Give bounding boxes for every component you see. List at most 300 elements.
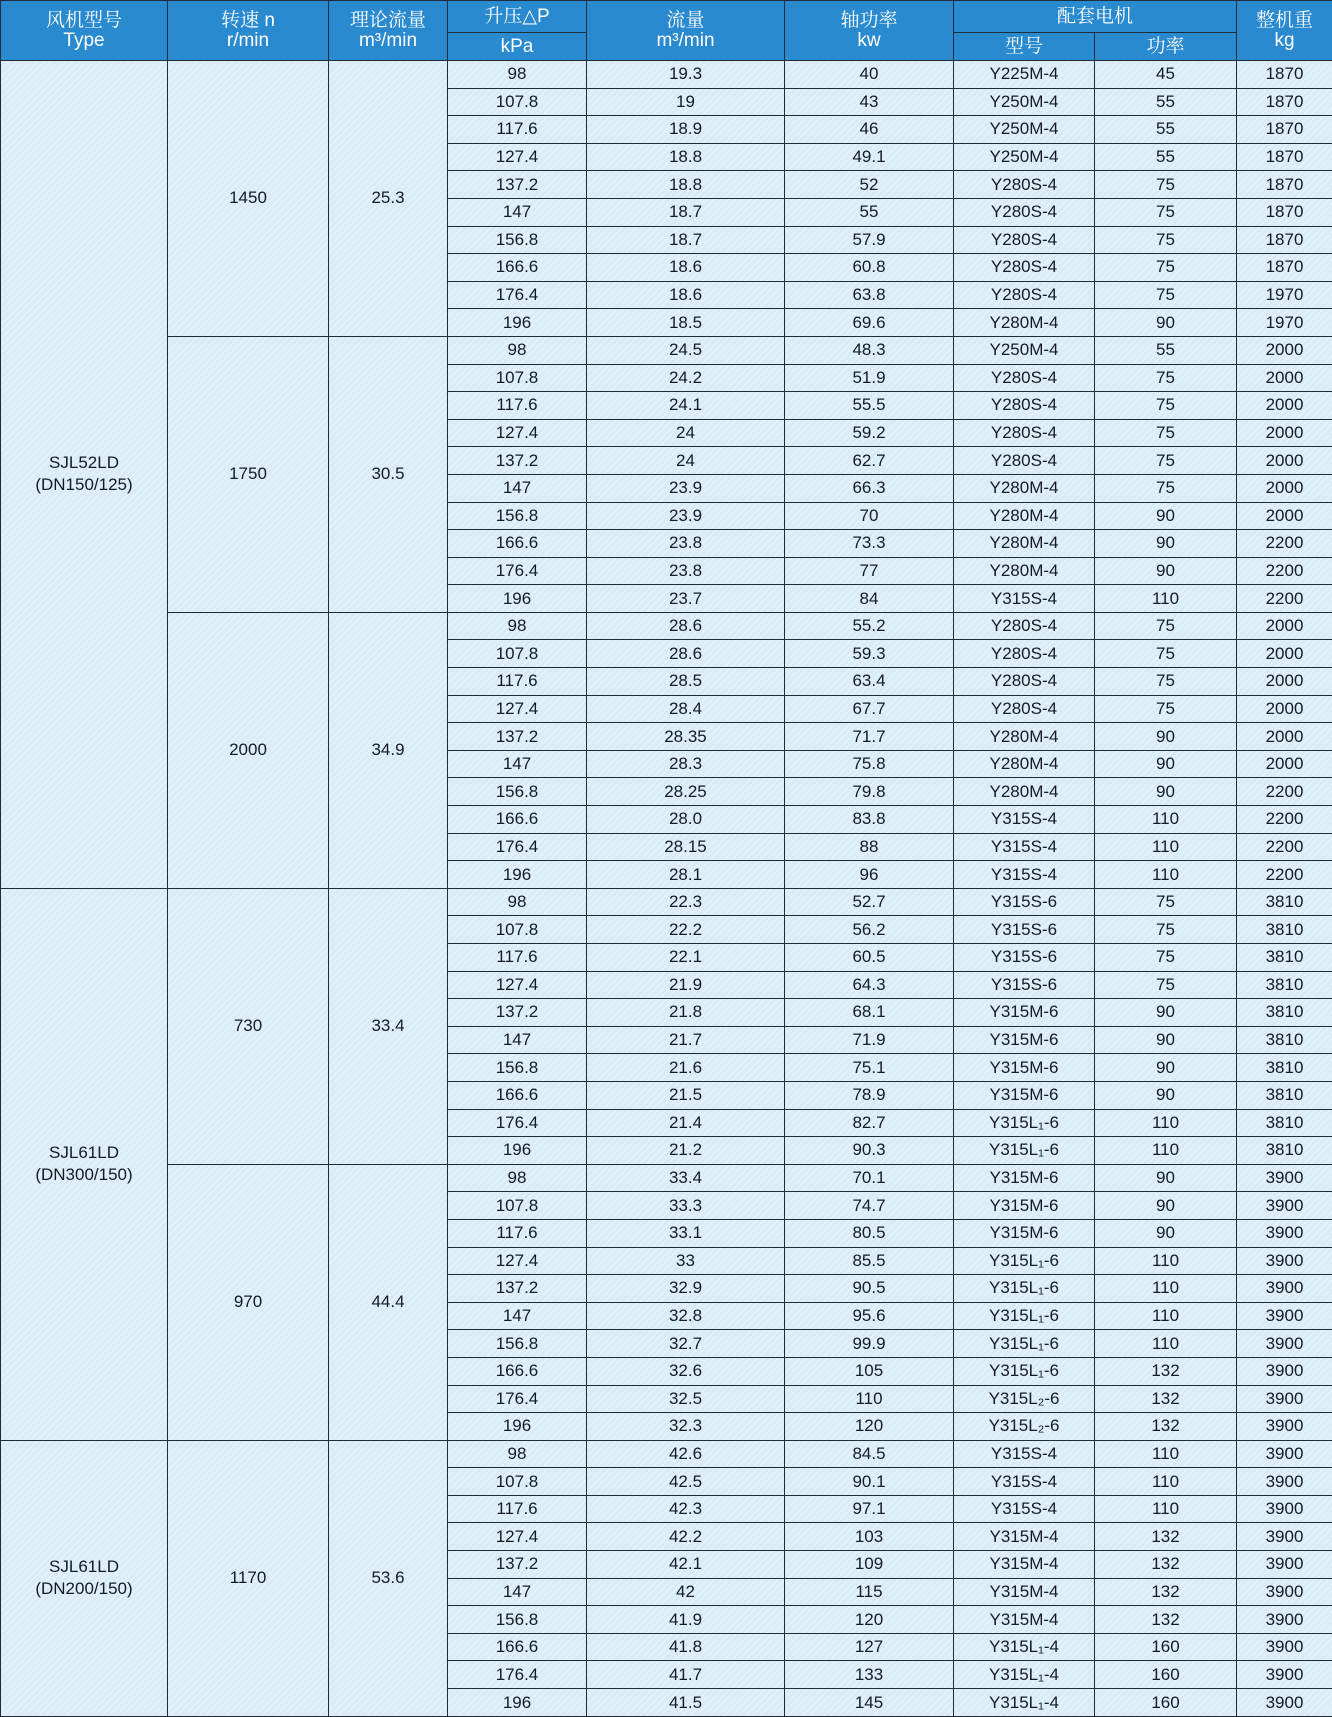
shaft-power-cell: 133 (785, 1661, 954, 1689)
header-type (1, 1, 168, 61)
pressure-cell: 156.8 (448, 1330, 587, 1358)
shaft-power-cell: 109 (785, 1551, 954, 1579)
pressure-cell: 147 (448, 1302, 587, 1330)
weight-cell: 3810 (1237, 916, 1332, 944)
motor-model-cell: Y315L₁-6 (954, 1302, 1095, 1330)
motor-power-cell: 75 (1095, 419, 1237, 447)
shaft-power-cell: 52.7 (785, 888, 954, 916)
weight-cell: 3900 (1237, 1633, 1332, 1661)
flow-cell: 22.2 (587, 916, 785, 944)
flow-cell: 33.1 (587, 1219, 785, 1247)
motor-model-cell: Y315S-4 (954, 1468, 1095, 1496)
motor-power-cell: 110 (1095, 806, 1237, 834)
pressure-cell: 98 (448, 888, 587, 916)
speed-cell: 2000 (168, 612, 329, 888)
header-speed-zh: 转速 n (221, 9, 275, 31)
weight-cell: 2000 (1237, 695, 1332, 723)
header-shaft-power-zh: 轴功率 (840, 9, 898, 31)
motor-model-cell: Y225M-4 (954, 61, 1095, 89)
flow-cell: 24.1 (587, 392, 785, 420)
motor-power-cell: 75 (1095, 916, 1237, 944)
pressure-cell: 166.6 (448, 530, 587, 558)
shaft-power-cell: 69.6 (785, 309, 954, 337)
pressure-cell: 107.8 (448, 364, 587, 392)
motor-power-cell: 90 (1095, 1081, 1237, 1109)
motor-power-cell: 75 (1095, 612, 1237, 640)
shaft-power-cell: 55.2 (785, 612, 954, 640)
theoretical-flow-cell: 44.4 (329, 1164, 448, 1440)
motor-power-cell: 75 (1095, 198, 1237, 226)
motor-power-cell: 55 (1095, 336, 1237, 364)
pressure-cell: 147 (448, 750, 587, 778)
motor-model-cell: Y280S-4 (954, 281, 1095, 309)
shaft-power-cell: 70 (785, 502, 954, 530)
pressure-cell: 137.2 (448, 447, 587, 475)
motor-model-cell: Y315S-4 (954, 833, 1095, 861)
pressure-cell: 117.6 (448, 392, 587, 420)
shaft-power-cell: 70.1 (785, 1164, 954, 1192)
pressure-cell: 156.8 (448, 1054, 587, 1082)
flow-cell: 21.4 (587, 1109, 785, 1137)
motor-power-cell: 160 (1095, 1633, 1237, 1661)
motor-power-cell: 90 (1095, 502, 1237, 530)
flow-cell: 24 (587, 419, 785, 447)
flow-cell: 32.8 (587, 1302, 785, 1330)
motor-model-cell: Y315M-4 (954, 1523, 1095, 1551)
weight-cell: 1970 (1237, 309, 1332, 337)
pressure-cell: 127.4 (448, 1247, 587, 1275)
motor-power-cell: 75 (1095, 888, 1237, 916)
motor-power-cell: 75 (1095, 944, 1237, 972)
shaft-power-cell: 103 (785, 1523, 954, 1551)
motor-power-cell: 132 (1095, 1357, 1237, 1385)
shaft-power-cell: 49.1 (785, 143, 954, 171)
fan-type-dn: (DN200/150) (35, 1579, 133, 1599)
fan-type-name: SJL52LD (49, 453, 119, 473)
motor-model-cell: Y280M-4 (954, 723, 1095, 751)
weight-cell: 3900 (1237, 1606, 1332, 1634)
weight-cell: 3900 (1237, 1440, 1332, 1468)
pressure-cell: 107.8 (448, 640, 587, 668)
motor-power-cell: 90 (1095, 1054, 1237, 1082)
shaft-power-cell: 52 (785, 171, 954, 199)
header-weight-zh: 整机重 (1256, 9, 1314, 31)
motor-model-cell: Y280M-4 (954, 502, 1095, 530)
flow-cell: 24.2 (587, 364, 785, 392)
motor-model-cell: Y315M-4 (954, 1551, 1095, 1579)
weight-cell: 3810 (1237, 888, 1332, 916)
flow-cell: 18.8 (587, 171, 785, 199)
weight-cell: 2000 (1237, 723, 1332, 751)
weight-cell: 2000 (1237, 392, 1332, 420)
flow-cell: 18.7 (587, 226, 785, 254)
pressure-cell: 176.4 (448, 281, 587, 309)
pressure-cell: 117.6 (448, 944, 587, 972)
header-speed (168, 1, 329, 61)
pressure-cell: 117.6 (448, 1495, 587, 1523)
motor-power-cell: 55 (1095, 88, 1237, 116)
table-row (1, 61, 1332, 89)
motor-power-cell: 55 (1095, 143, 1237, 171)
flow-cell: 32.9 (587, 1275, 785, 1303)
header-pressure: 升压△P (448, 1, 587, 33)
flow-cell: 28.5 (587, 668, 785, 696)
motor-model-cell: Y315S-4 (954, 1440, 1095, 1468)
shaft-power-cell: 115 (785, 1578, 954, 1606)
weight-cell: 1970 (1237, 281, 1332, 309)
motor-model-cell: Y250M-4 (954, 116, 1095, 144)
flow-cell: 42.5 (587, 1468, 785, 1496)
pressure-cell: 196 (448, 1137, 587, 1165)
weight-cell: 2200 (1237, 557, 1332, 585)
shaft-power-cell: 80.5 (785, 1219, 954, 1247)
motor-model-cell: Y280S-4 (954, 612, 1095, 640)
weight-cell: 3900 (1237, 1357, 1332, 1385)
weight-cell: 1870 (1237, 61, 1332, 89)
weight-cell: 3900 (1237, 1164, 1332, 1192)
pressure-cell: 137.2 (448, 999, 587, 1027)
flow-cell: 23.9 (587, 474, 785, 502)
motor-model-cell: Y315M-6 (954, 999, 1095, 1027)
flow-cell: 21.9 (587, 971, 785, 999)
weight-cell: 2000 (1237, 447, 1332, 475)
motor-model-cell: Y280S-4 (954, 640, 1095, 668)
header-motor: 配套电机 (954, 1, 1237, 33)
shaft-power-cell: 95.6 (785, 1302, 954, 1330)
weight-cell: 3900 (1237, 1385, 1332, 1413)
motor-model-cell: Y280M-4 (954, 778, 1095, 806)
shaft-power-cell: 71.9 (785, 1026, 954, 1054)
flow-cell: 28.6 (587, 612, 785, 640)
header-flow-zh: 流量 (666, 9, 705, 31)
motor-model-cell: Y315L₁-6 (954, 1275, 1095, 1303)
pressure-cell: 196 (448, 585, 587, 613)
motor-model-cell: Y315M-6 (954, 1164, 1095, 1192)
flow-cell: 22.1 (587, 944, 785, 972)
table-row (1, 1164, 1332, 1192)
motor-power-cell: 90 (1095, 999, 1237, 1027)
motor-model-cell: Y280M-4 (954, 557, 1095, 585)
fan-type-cell (1, 888, 168, 1440)
weight-cell: 3900 (1237, 1275, 1332, 1303)
flow-cell: 28.0 (587, 806, 785, 834)
motor-power-cell: 110 (1095, 1247, 1237, 1275)
weight-cell: 2000 (1237, 474, 1332, 502)
flow-cell: 24 (587, 447, 785, 475)
shaft-power-cell: 57.9 (785, 226, 954, 254)
flow-cell: 18.7 (587, 198, 785, 226)
header-flow-unit: m³/min (656, 29, 715, 51)
shaft-power-cell: 64.3 (785, 971, 954, 999)
motor-power-cell: 90 (1095, 557, 1237, 585)
motor-model-cell: Y315S-6 (954, 916, 1095, 944)
flow-cell: 23.9 (587, 502, 785, 530)
weight-cell: 3900 (1237, 1219, 1332, 1247)
weight-cell: 2000 (1237, 640, 1332, 668)
pressure-cell: 196 (448, 1413, 587, 1441)
header-type-zh: 风机型号 (45, 9, 122, 31)
table-row (1, 1440, 1332, 1468)
weight-cell: 3900 (1237, 1192, 1332, 1220)
shaft-power-cell: 99.9 (785, 1330, 954, 1358)
motor-power-cell: 75 (1095, 226, 1237, 254)
motor-model-cell: Y280M-4 (954, 309, 1095, 337)
pressure-cell: 107.8 (448, 1192, 587, 1220)
speed-cell: 1450 (168, 61, 329, 337)
shaft-power-cell: 90.5 (785, 1275, 954, 1303)
motor-model-cell: Y315S-4 (954, 806, 1095, 834)
pressure-cell: 127.4 (448, 419, 587, 447)
motor-model-cell: Y315M-6 (954, 1192, 1095, 1220)
pressure-cell: 107.8 (448, 916, 587, 944)
header-speed-unit: r/min (226, 29, 270, 51)
weight-cell: 1870 (1237, 116, 1332, 144)
pressure-cell: 117.6 (448, 668, 587, 696)
motor-model-cell: Y280M-4 (954, 474, 1095, 502)
flow-cell: 21.2 (587, 1137, 785, 1165)
flow-cell: 32.3 (587, 1413, 785, 1441)
flow-cell: 18.8 (587, 143, 785, 171)
table-row (1, 612, 1332, 640)
weight-cell: 2200 (1237, 778, 1332, 806)
motor-model-cell: Y315M-6 (954, 1026, 1095, 1054)
shaft-power-cell: 71.7 (785, 723, 954, 751)
header-theo-flow-unit: m³/min (358, 29, 418, 51)
motor-power-cell: 90 (1095, 1192, 1237, 1220)
motor-power-cell: 110 (1095, 1440, 1237, 1468)
flow-cell: 42.3 (587, 1495, 785, 1523)
header-pressure-unit: kPa (448, 33, 587, 61)
motor-model-cell: Y315S-4 (954, 861, 1095, 889)
motor-power-cell: 75 (1095, 364, 1237, 392)
shaft-power-cell: 97.1 (785, 1495, 954, 1523)
motor-model-cell: Y315L₁-6 (954, 1330, 1095, 1358)
motor-power-cell: 75 (1095, 640, 1237, 668)
pressure-cell: 127.4 (448, 143, 587, 171)
weight-cell: 3900 (1237, 1523, 1332, 1551)
motor-model-cell: Y280S-4 (954, 447, 1095, 475)
motor-power-cell: 75 (1095, 447, 1237, 475)
flow-cell: 19 (587, 88, 785, 116)
flow-cell: 32.6 (587, 1357, 785, 1385)
motor-power-cell: 75 (1095, 695, 1237, 723)
motor-power-cell: 90 (1095, 1026, 1237, 1054)
shaft-power-cell: 77 (785, 557, 954, 585)
shaft-power-cell: 56.2 (785, 916, 954, 944)
header-motor-model: 型号 (954, 33, 1095, 61)
shaft-power-cell: 145 (785, 1689, 954, 1717)
motor-model-cell: Y315L₁-4 (954, 1689, 1095, 1717)
flow-cell: 18.5 (587, 309, 785, 337)
motor-model-cell: Y280S-4 (954, 392, 1095, 420)
speed-cell: 1750 (168, 336, 329, 612)
shaft-power-cell: 96 (785, 861, 954, 889)
flow-cell: 32.5 (587, 1385, 785, 1413)
header-motor-power: 功率 (1095, 33, 1237, 61)
flow-cell: 42.6 (587, 1440, 785, 1468)
theoretical-flow-cell: 30.5 (329, 336, 448, 612)
flow-cell: 21.5 (587, 1081, 785, 1109)
header-theo-flow-zh: 理论流量 (349, 9, 426, 31)
flow-cell: 33.3 (587, 1192, 785, 1220)
flow-cell: 28.1 (587, 861, 785, 889)
shaft-power-cell: 46 (785, 116, 954, 144)
flow-cell: 42.1 (587, 1551, 785, 1579)
motor-model-cell: Y315M-6 (954, 1219, 1095, 1247)
shaft-power-cell: 120 (785, 1606, 954, 1634)
motor-power-cell: 132 (1095, 1551, 1237, 1579)
weight-cell: 3810 (1237, 1026, 1332, 1054)
motor-model-cell: Y315L₁-6 (954, 1137, 1095, 1165)
shaft-power-cell: 63.4 (785, 668, 954, 696)
pressure-cell: 147 (448, 474, 587, 502)
header-theo-flow (329, 1, 448, 61)
motor-model-cell: Y280S-4 (954, 419, 1095, 447)
table-row (1, 336, 1332, 364)
pressure-cell: 127.4 (448, 971, 587, 999)
weight-cell: 1870 (1237, 226, 1332, 254)
pressure-cell: 98 (448, 1440, 587, 1468)
motor-power-cell: 132 (1095, 1413, 1237, 1441)
speed-cell: 1170 (168, 1440, 329, 1716)
motor-power-cell: 132 (1095, 1523, 1237, 1551)
theoretical-flow-cell: 25.3 (329, 61, 448, 337)
pressure-cell: 147 (448, 1578, 587, 1606)
shaft-power-cell: 63.8 (785, 281, 954, 309)
motor-model-cell: Y280S-4 (954, 226, 1095, 254)
fan-type-name: SJL61LD (49, 1557, 119, 1577)
fan-type-name: SJL61LD (49, 1143, 119, 1163)
motor-power-cell: 110 (1095, 1330, 1237, 1358)
motor-power-cell: 90 (1095, 750, 1237, 778)
pressure-cell: 127.4 (448, 695, 587, 723)
pressure-cell: 176.4 (448, 833, 587, 861)
shaft-power-cell: 84 (785, 585, 954, 613)
header-flow (587, 1, 785, 61)
weight-cell: 3900 (1237, 1689, 1332, 1717)
pressure-cell: 156.8 (448, 226, 587, 254)
shaft-power-cell: 88 (785, 833, 954, 861)
motor-model-cell: Y315S-6 (954, 944, 1095, 972)
weight-cell: 2000 (1237, 419, 1332, 447)
motor-power-cell: 45 (1095, 61, 1237, 89)
motor-power-cell: 110 (1095, 585, 1237, 613)
pressure-cell: 107.8 (448, 1468, 587, 1496)
fan-type-cell (1, 1440, 168, 1716)
pressure-cell: 137.2 (448, 1275, 587, 1303)
shaft-power-cell: 59.2 (785, 419, 954, 447)
shaft-power-cell: 90.3 (785, 1137, 954, 1165)
motor-model-cell: Y315L₁-4 (954, 1661, 1095, 1689)
shaft-power-cell: 75.8 (785, 750, 954, 778)
weight-cell: 3810 (1237, 1109, 1332, 1137)
flow-cell: 33 (587, 1247, 785, 1275)
shaft-power-cell: 82.7 (785, 1109, 954, 1137)
header-shaft-power (785, 1, 954, 61)
motor-power-cell: 110 (1095, 1275, 1237, 1303)
pressure-cell: 196 (448, 1689, 587, 1717)
shaft-power-cell: 51.9 (785, 364, 954, 392)
flow-cell: 41.7 (587, 1661, 785, 1689)
motor-model-cell: Y250M-4 (954, 336, 1095, 364)
shaft-power-cell: 73.3 (785, 530, 954, 558)
flow-cell: 22.3 (587, 888, 785, 916)
flow-cell: 28.15 (587, 833, 785, 861)
shaft-power-cell: 68.1 (785, 999, 954, 1027)
header-weight-unit: kg (1274, 29, 1295, 51)
weight-cell: 2000 (1237, 364, 1332, 392)
pressure-cell: 156.8 (448, 1606, 587, 1634)
motor-power-cell: 55 (1095, 116, 1237, 144)
motor-model-cell: Y250M-4 (954, 143, 1095, 171)
shaft-power-cell: 43 (785, 88, 954, 116)
motor-power-cell: 90 (1095, 1164, 1237, 1192)
flow-cell: 21.6 (587, 1054, 785, 1082)
weight-cell: 3900 (1237, 1330, 1332, 1358)
shaft-power-cell: 90.1 (785, 1468, 954, 1496)
motor-power-cell: 75 (1095, 254, 1237, 282)
weight-cell: 2000 (1237, 612, 1332, 640)
motor-model-cell: Y315M-4 (954, 1606, 1095, 1634)
flow-cell: 28.3 (587, 750, 785, 778)
motor-power-cell: 132 (1095, 1385, 1237, 1413)
weight-cell: 2000 (1237, 336, 1332, 364)
weight-cell: 2200 (1237, 833, 1332, 861)
theoretical-flow-cell: 34.9 (329, 612, 448, 888)
pressure-cell: 107.8 (448, 88, 587, 116)
weight-cell: 3900 (1237, 1302, 1332, 1330)
weight-cell: 2200 (1237, 530, 1332, 558)
motor-power-cell: 90 (1095, 1219, 1237, 1247)
motor-model-cell: Y315M-6 (954, 1054, 1095, 1082)
pressure-cell: 166.6 (448, 1357, 587, 1385)
shaft-power-cell: 62.7 (785, 447, 954, 475)
theoretical-flow-cell: 53.6 (329, 1440, 448, 1716)
flow-cell: 23.8 (587, 557, 785, 585)
pressure-cell: 166.6 (448, 806, 587, 834)
pressure-cell: 147 (448, 198, 587, 226)
pressure-cell: 176.4 (448, 1661, 587, 1689)
pressure-cell: 166.6 (448, 254, 587, 282)
pressure-cell: 166.6 (448, 1081, 587, 1109)
header-type-en: Type (63, 29, 105, 51)
weight-cell: 3900 (1237, 1247, 1332, 1275)
flow-cell: 21.7 (587, 1026, 785, 1054)
flow-cell: 18.9 (587, 116, 785, 144)
motor-power-cell: 75 (1095, 171, 1237, 199)
fan-type-dn: (DN150/125) (35, 475, 133, 495)
motor-power-cell: 110 (1095, 861, 1237, 889)
weight-cell: 1870 (1237, 88, 1332, 116)
flow-cell: 28.35 (587, 723, 785, 751)
shaft-power-cell: 60.8 (785, 254, 954, 282)
motor-power-cell: 75 (1095, 668, 1237, 696)
weight-cell: 2200 (1237, 806, 1332, 834)
shaft-power-cell: 67.7 (785, 695, 954, 723)
pressure-cell: 98 (448, 336, 587, 364)
motor-power-cell: 132 (1095, 1606, 1237, 1634)
motor-model-cell: Y315L₁-6 (954, 1109, 1095, 1137)
shaft-power-cell: 83.8 (785, 806, 954, 834)
pressure-cell: 156.8 (448, 502, 587, 530)
weight-cell: 3900 (1237, 1551, 1332, 1579)
motor-power-cell: 132 (1095, 1578, 1237, 1606)
weight-cell: 3900 (1237, 1661, 1332, 1689)
flow-cell: 42 (587, 1578, 785, 1606)
shaft-power-cell: 40 (785, 61, 954, 89)
motor-model-cell: Y250M-4 (954, 88, 1095, 116)
weight-cell: 3900 (1237, 1578, 1332, 1606)
